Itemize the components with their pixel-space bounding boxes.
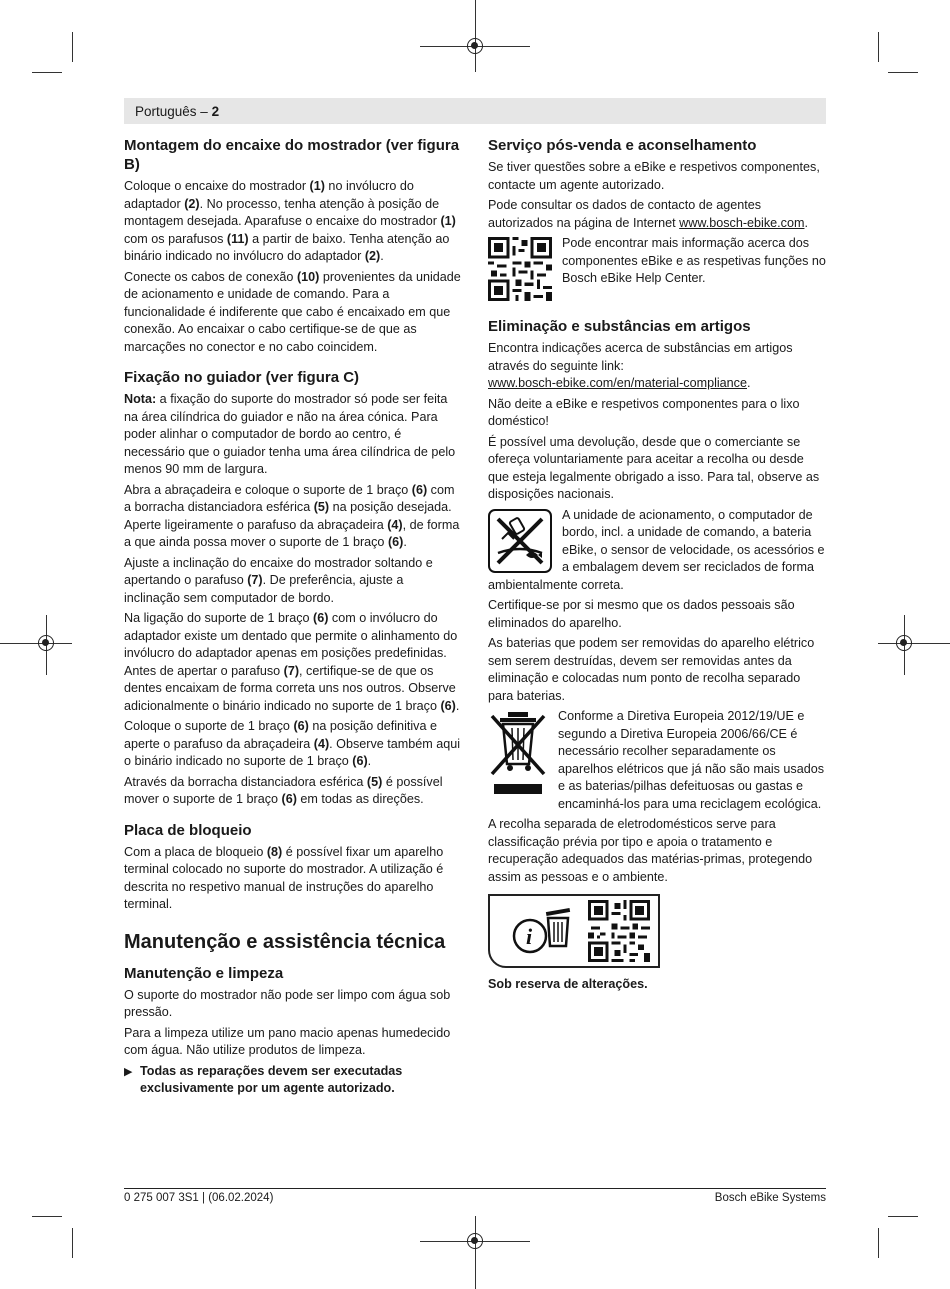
paragraph: Não deite a eBike e respetivos componentes para o lixo doméstico! — [488, 396, 800, 428]
material-compliance-link[interactable]: www.bosch-ebike.com/en/material-compliance — [488, 376, 747, 390]
right-column — [488, 136, 826, 1006]
crop-mark — [888, 72, 918, 73]
section-title: Placa de bloqueio — [124, 821, 252, 839]
section-handlebar-fixing — [124, 368, 462, 809]
no-household-waste-icon — [488, 509, 552, 573]
crop-mark — [878, 1228, 879, 1258]
paragraph: A unidade de acionamento, o computador de bordo, incl. a unidade de comando, a bateria eBike, o sensor de velocidade, os acessórios e a embalagem devem ser reciclados de forma ambientalmente correta. — [488, 507, 825, 592]
paragraph: É possível uma devolução, desde que o comerciante se ofereça voluntariamente para aceitar a recolha ou desde que esteja legalmente obrigado a isso. Para tal, observe as disposições nacionais. — [488, 434, 820, 501]
qr-code-icon — [588, 900, 650, 962]
section-title: Eliminação e substâncias em artigos — [488, 318, 751, 335]
triangle-bullet-icon: ▶ — [124, 1065, 133, 1078]
crop-mark — [72, 1228, 73, 1258]
paragraph: Se tiver questões sobre a eBike e respetivos componentes, contacte um agente autorizado. — [488, 160, 820, 192]
chapter-title: Manutenção e assistência técnica — [124, 930, 446, 953]
paragraph: As baterias que podem ser removidas do aparelho elétrico sem serem destruídas, devem ser removidas antes da eliminação e colocadas num ponto de recolha separado para baterias. — [488, 636, 815, 703]
paragraph: Pode encontrar mais informação acerca dos componentes eBike e as respetivas funções no Bosch eBike Help Center. — [562, 236, 826, 285]
paragraph: Pode consultar os dados de contacto de agentes autorizados na página de Internet www.bosch-ebike.com. — [488, 198, 808, 230]
crossed-out-bin-icon — [488, 710, 548, 800]
registration-line — [0, 643, 72, 644]
info-recycle-icon — [502, 898, 578, 964]
footer-document-number: 0 275 007 3S1 | (06.02.2024) — [124, 1192, 274, 1204]
website-link[interactable]: www.bosch-ebike.com — [679, 215, 805, 230]
paragraph: Nota: a fixação do suporte do mostrador só pode ser feita na área cilíndrica do guiador e não na área cónica. Para poder alinhar o computador de bordo ao centro, é necessário que o guiador tenha uma área cilíndrica de pelo menos 90 mm de largura. — [124, 392, 456, 476]
weee-block — [488, 708, 826, 816]
eco-info-box — [488, 894, 660, 968]
crop-mark — [72, 32, 73, 62]
qr-code-icon — [488, 237, 552, 301]
warning-bullet: ▶ Todas as reparações devem ser executadas exclusivamente por um agente autorizado. — [124, 1063, 403, 1095]
paragraph: Através da borracha distanciadora esférica (5) é possível mover o suporte de 1 braço (6) em todas as direções. — [124, 774, 443, 806]
registration-mark-icon — [467, 1233, 483, 1249]
crop-mark — [888, 1216, 918, 1217]
section-after-sales — [488, 136, 826, 301]
crop-mark — [32, 72, 62, 73]
paragraph: Coloque o suporte de 1 braço (6) na posição definitiva e aperte o parafuso da abraçadeira (4). Observe também aqui o binário indicado no suporte de 1 braço (6). — [124, 719, 461, 768]
help-center-block — [488, 235, 826, 301]
footer-company: Bosch eBike Systems — [714, 1192, 826, 1204]
info-letter: i — [526, 924, 533, 949]
section-title: Fixação no guiador (ver figura C) — [124, 369, 360, 386]
crop-mark — [32, 1216, 62, 1217]
section-title: Montagem do encaixe do mostrador (ver figura B) — [124, 137, 460, 173]
paragraph: Conforme a Diretiva Europeia 2012/19/UE e segundo a Diretiva Europeia 2006/66/CE é necessário recolher separadamente os aparelhos elétricos que já não são mais usados e as baterias/pilhas defeituosas ou gastas e encaminhá-los para uma reciclagem ecológica. — [558, 709, 825, 811]
paragraph: Encontra indicações acerca de substâncias em artigos através do seguinte link: www.bosch-ebike.com/en/material-compliance. — [488, 341, 793, 390]
header-page-number: 2 — [211, 104, 220, 119]
page-header-bar — [124, 98, 826, 124]
registration-line — [878, 643, 950, 644]
section-title: Serviço pós-venda e aconselhamento — [488, 137, 757, 154]
section-lock-plate — [124, 821, 462, 914]
section-display-mount — [124, 136, 462, 356]
paragraph: Conecte os cabos de conexão (10) provenientes da unidade de acionamento e unidade de comando. Para a funcionalidade é indiferente que cabo é encaixado em que conexão. Ao encaixar o cabo certifique-se de que as marcações no conector e no cabo coincidem. — [124, 269, 461, 354]
page-header — [135, 104, 219, 119]
section-maintenance-cleaning — [124, 964, 462, 1098]
header-separator: – — [196, 104, 212, 119]
section-disposal — [488, 317, 826, 994]
registration-line — [475, 0, 476, 72]
closing-note: Sob reserva de alterações. — [488, 977, 648, 991]
registration-mark-icon — [896, 635, 912, 651]
left-column — [124, 136, 462, 1110]
paragraph: Coloque o encaixe do mostrador (1) no invólucro do adaptador (2). No processo, tenha atenção à posição de montagem desejada. Aparafuse o encaixe do mostrador (1) com os parafusos (11) a partir de baixo. Tenha atenção ao binário indicado no invólucro do adaptador (2). — [124, 179, 456, 263]
paragraph: Abra a abraçadeira e coloque o suporte de 1 braço (6) com a borracha distanciadora esférica (5) na posição desejada. Aperte ligeiramente o parafuso da abraçadeira (4), de forma a que ainda possa mover o suporte de 1 braço (6). — [124, 482, 460, 549]
paragraph: Para a limpeza utilize um pano macio apenas humedecido com água. Não utilize produtos de limpeza. — [124, 1025, 451, 1057]
paragraph: Certifique-se por si mesmo que os dados pessoais são eliminados do aparelho. — [488, 598, 795, 630]
paragraph: Ajuste a inclinação do encaixe do mostrador soltando e apertando o parafuso (7). De preferência, ajuste a inclinação sem computador de bordo. — [124, 555, 433, 605]
paragraph: A recolha separada de eletrodomésticos serve para classificação prévia por tipo e apoia o tratamento e recuperação adequados das matérias-primas, protegendo assim as pessoas e o ambiente. — [488, 817, 813, 884]
paragraph: O suporte do mostrador não pode ser limpo com água sob pressão. — [124, 987, 451, 1019]
registration-mark-icon — [467, 38, 483, 54]
recycle-block — [488, 507, 826, 598]
registration-mark-icon — [38, 635, 54, 651]
paragraph: Com a placa de bloqueio (8) é possível fixar um aparelho terminal colocado no suporte do mostrador. A utilização é descrita no respetivo manual de instruções do aparelho terminal. — [124, 844, 444, 911]
paragraph: Na ligação do suporte de 1 braço (6) com o invólucro do adaptador existe um dentado que permite o alinhamento do invólucro do adaptador apenas em posições predefinidas. Antes de apertar o parafuso (7), certifique-se de que os dentes encaixam de forma correta uns nos outros. Observe adicionalmente o binário indicado no suporte de 1 braço (6). — [124, 611, 460, 713]
footer-rule — [124, 1188, 826, 1189]
crop-mark — [878, 32, 879, 62]
header-language: Português — [135, 104, 197, 119]
registration-line — [475, 1216, 476, 1289]
section-title: Manutenção e limpeza — [124, 964, 284, 982]
